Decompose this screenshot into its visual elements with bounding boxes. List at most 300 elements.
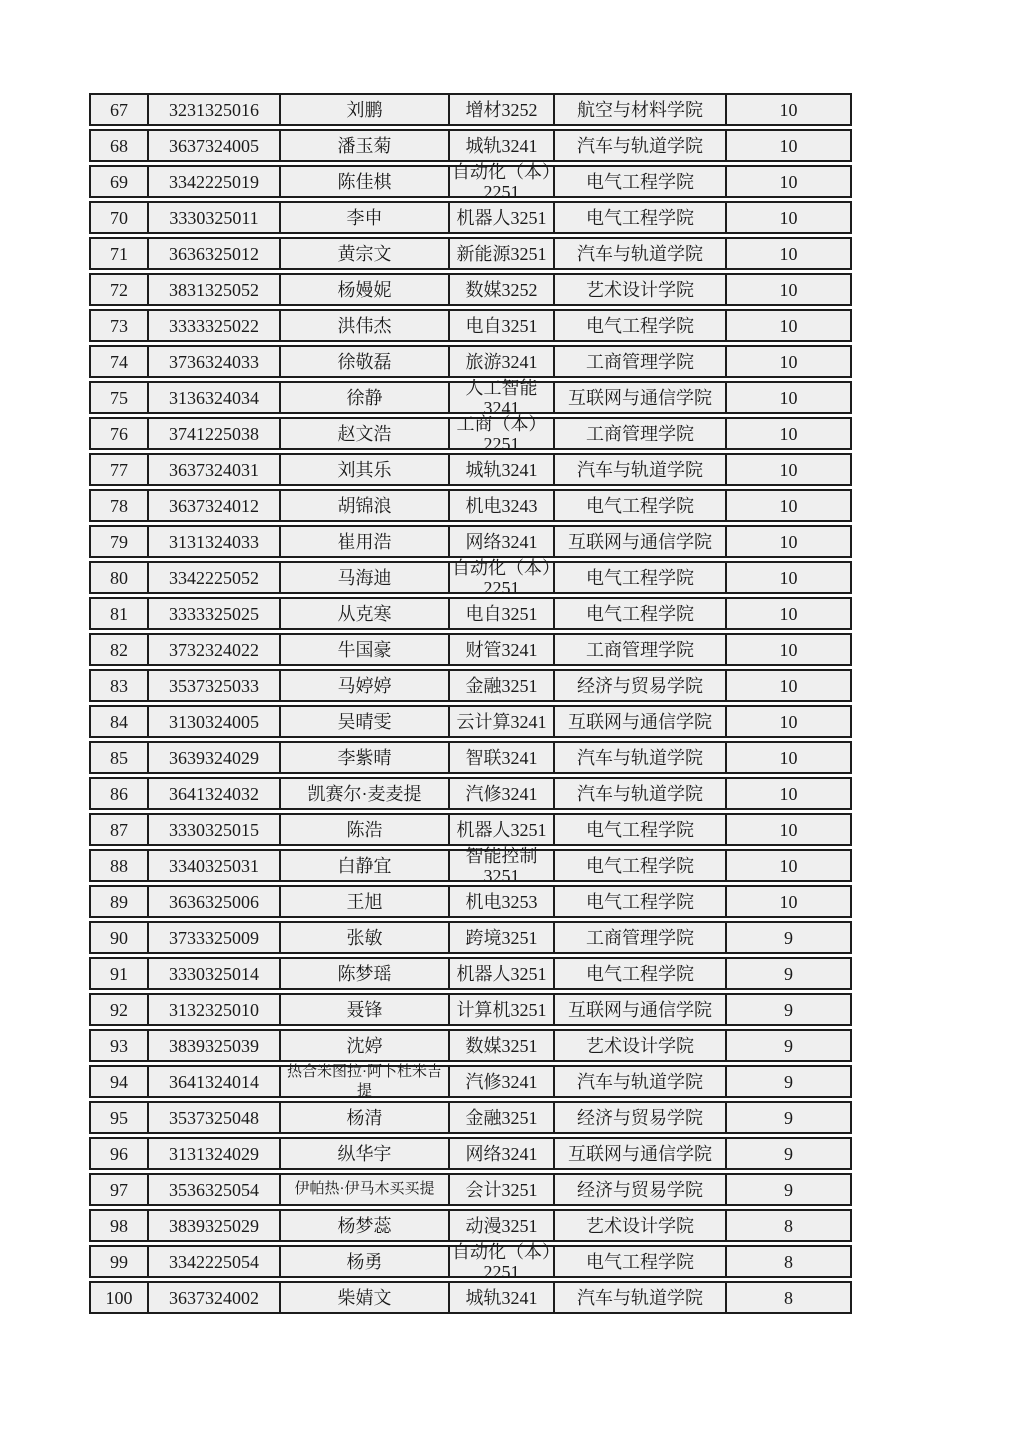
college-cell-text: 电气工程学院 (586, 495, 694, 516)
rank-cell (89, 993, 149, 1026)
class-cell (450, 161, 555, 202)
class-cell-text: 计算机3251 (456, 999, 547, 1020)
name-cell-text: 杨梦蕊 (337, 1215, 392, 1236)
name-cell-text: 白静宜 (337, 855, 392, 876)
table-row (89, 669, 852, 702)
student-id-cell (149, 381, 281, 414)
class-cell-text: 云计算3241 (456, 711, 547, 732)
college-cell (555, 525, 727, 558)
name-cell (281, 633, 450, 666)
student-id-cell (149, 1281, 281, 1314)
student-id-cell-text: 3131324029 (169, 1143, 259, 1164)
score-cell-text: 10 (779, 747, 798, 768)
name-cell (281, 921, 450, 954)
rank-cell-text: 67 (110, 99, 128, 120)
table-row (89, 561, 852, 594)
class-cell (450, 309, 555, 342)
student-id-cell (149, 273, 281, 306)
name-cell-text: 黄宗文 (337, 243, 392, 264)
name-cell-text: 从克寒 (337, 603, 392, 624)
score-cell-text: 8 (784, 1215, 793, 1236)
table-row (89, 381, 852, 414)
college-cell-text: 电气工程学院 (586, 891, 694, 912)
student-id-cell-text: 3639324029 (169, 747, 259, 768)
college-cell-text: 电气工程学院 (586, 567, 694, 588)
student-id-cell-text: 3839325039 (169, 1035, 259, 1056)
score-cell-text: 10 (779, 243, 798, 264)
name-cell-text: 吴晴雯 (337, 711, 392, 732)
name-cell (281, 1137, 450, 1170)
table-row (89, 237, 852, 270)
college-cell-text: 电气工程学院 (586, 855, 694, 876)
class-cell-text: 机电3243 (465, 495, 538, 516)
college-cell (555, 957, 727, 990)
college-cell-text: 电气工程学院 (586, 819, 694, 840)
score-cell-text: 10 (779, 279, 798, 300)
student-id-cell-text: 3637324031 (169, 459, 259, 480)
rank-cell (89, 1173, 149, 1206)
score-cell (727, 381, 852, 414)
score-cell-text: 9 (784, 999, 793, 1020)
score-cell-text: 10 (779, 315, 798, 336)
college-cell-text: 工商管理学院 (586, 351, 694, 372)
rank-cell (89, 1029, 149, 1062)
student-id-cell (149, 309, 281, 342)
score-cell (727, 93, 852, 126)
student-id-cell-text: 3636325012 (169, 243, 259, 264)
student-id-cell-text: 3537325048 (169, 1107, 259, 1128)
name-cell (281, 1065, 450, 1098)
score-cell (727, 273, 852, 306)
class-cell-text: 智能控制3251 (465, 845, 538, 886)
score-cell (727, 201, 852, 234)
table-row (89, 93, 852, 126)
score-cell-text: 10 (779, 639, 798, 660)
class-cell (450, 777, 555, 810)
name-cell (281, 849, 450, 882)
name-cell-text: 陈梦瑶 (337, 963, 392, 984)
score-cell (727, 345, 852, 378)
rank-cell (89, 1281, 149, 1314)
class-cell-text: 数媒3252 (465, 279, 538, 300)
rank-cell-text: 81 (110, 603, 128, 624)
college-cell-text: 电气工程学院 (586, 171, 694, 192)
student-id-cell (149, 453, 281, 486)
class-cell (450, 413, 555, 454)
class-cell-text: 工商（本）2251 (456, 413, 547, 454)
college-cell (555, 993, 727, 1026)
college-cell-text: 互联网与通信学院 (568, 531, 712, 552)
name-cell (281, 417, 450, 450)
rank-cell-text: 92 (110, 999, 128, 1020)
college-cell (555, 453, 727, 486)
score-cell-text: 9 (784, 1035, 793, 1056)
class-cell (450, 273, 555, 306)
name-cell (281, 1281, 450, 1314)
rank-cell-text: 84 (110, 711, 128, 732)
name-cell (281, 165, 450, 198)
college-cell (555, 1029, 727, 1062)
student-id-cell (149, 345, 281, 378)
score-cell (727, 1101, 852, 1134)
class-cell-text: 旅游3241 (465, 351, 538, 372)
name-cell-text: 崔用浩 (337, 531, 392, 552)
student-id-cell (149, 237, 281, 270)
score-cell (727, 237, 852, 270)
class-cell (450, 237, 555, 270)
score-cell-text: 10 (779, 351, 798, 372)
table-row (89, 1101, 852, 1134)
score-cell (727, 129, 852, 162)
name-cell-text: 张敏 (346, 927, 383, 948)
student-id-cell (149, 201, 281, 234)
class-cell-text: 自动化（本）2251 (452, 557, 551, 598)
college-cell-text: 汽车与轨道学院 (577, 1071, 703, 1092)
college-cell (555, 1101, 727, 1134)
rank-cell-text: 80 (110, 567, 128, 588)
name-cell (281, 1173, 450, 1206)
name-cell (281, 561, 450, 594)
college-cell-text: 汽车与轨道学院 (577, 747, 703, 768)
score-cell-text: 9 (784, 1071, 793, 1092)
student-id-cell-text: 3733325009 (169, 927, 259, 948)
rank-cell-text: 71 (110, 243, 128, 264)
student-id-cell (149, 921, 281, 954)
college-cell (555, 669, 727, 702)
rank-cell-text: 75 (110, 387, 128, 408)
score-cell-text: 10 (779, 855, 798, 876)
student-id-cell-text: 3342225019 (169, 171, 259, 192)
name-cell (281, 993, 450, 1026)
college-cell (555, 1137, 727, 1170)
class-cell (450, 525, 555, 558)
name-cell (281, 237, 450, 270)
score-cell (727, 417, 852, 450)
score-cell-text: 10 (779, 603, 798, 624)
rank-cell-text: 89 (110, 891, 128, 912)
table-row (89, 309, 852, 342)
name-cell (281, 1101, 450, 1134)
student-id-cell-text: 3340325031 (169, 855, 259, 876)
score-cell (727, 741, 852, 774)
score-cell (727, 1065, 852, 1098)
class-cell (450, 557, 555, 598)
student-id-cell-text: 3330325015 (169, 819, 259, 840)
score-cell (727, 561, 852, 594)
score-cell-text: 10 (779, 459, 798, 480)
rank-cell-text: 87 (110, 819, 128, 840)
rank-cell-text: 72 (110, 279, 128, 300)
class-cell (450, 705, 555, 738)
college-cell-text: 汽车与轨道学院 (577, 459, 703, 480)
name-cell (281, 705, 450, 738)
rank-cell (89, 1065, 149, 1098)
college-cell-text: 经济与贸易学院 (577, 675, 703, 696)
student-id-cell (149, 1137, 281, 1170)
score-cell (727, 597, 852, 630)
college-cell-text: 汽车与轨道学院 (577, 1287, 703, 1308)
college-cell (555, 93, 727, 126)
class-cell (450, 845, 555, 886)
rank-cell (89, 129, 149, 162)
rank-cell (89, 921, 149, 954)
student-id-cell-text: 3839325029 (169, 1215, 259, 1236)
score-cell (727, 1281, 852, 1314)
college-cell (555, 849, 727, 882)
class-cell-text: 数媒3251 (465, 1035, 538, 1056)
table-row (89, 921, 852, 954)
name-cell-text: 李申 (346, 207, 383, 228)
score-cell (727, 1029, 852, 1062)
score-cell-text: 9 (784, 1143, 793, 1164)
college-cell (555, 561, 727, 594)
table-row (89, 849, 852, 882)
score-cell-text: 9 (784, 1179, 793, 1200)
rank-cell-text: 94 (110, 1071, 128, 1092)
score-cell-text: 10 (779, 423, 798, 444)
table-row (89, 1173, 852, 1206)
class-cell-text: 会计3251 (465, 1179, 538, 1200)
college-cell (555, 597, 727, 630)
table-row (89, 633, 852, 666)
student-id-cell-text: 3536325054 (169, 1179, 259, 1200)
class-cell (450, 129, 555, 162)
name-cell (281, 489, 450, 522)
score-cell (727, 777, 852, 810)
class-cell (450, 1281, 555, 1314)
college-cell (555, 633, 727, 666)
student-id-cell (149, 1209, 281, 1242)
class-cell (450, 741, 555, 774)
table-row (89, 489, 852, 522)
college-cell (555, 1209, 727, 1242)
name-cell (281, 1209, 450, 1242)
score-cell-text: 10 (779, 495, 798, 516)
name-cell-text: 刘鹏 (346, 99, 383, 120)
name-cell (281, 93, 450, 126)
student-id-cell (149, 705, 281, 738)
score-cell (727, 165, 852, 198)
name-cell (281, 381, 450, 414)
table-row (89, 597, 852, 630)
class-cell (450, 453, 555, 486)
rank-cell (89, 849, 149, 882)
name-cell (281, 957, 450, 990)
table-row (89, 777, 852, 810)
table-row (89, 525, 852, 558)
college-cell-text: 航空与材料学院 (577, 99, 703, 120)
student-id-cell-text: 3736324033 (169, 351, 259, 372)
college-cell (555, 921, 727, 954)
class-cell (450, 201, 555, 234)
table-row (89, 1065, 852, 1098)
table-row (89, 1245, 852, 1278)
table-row (89, 705, 852, 738)
college-cell (555, 417, 727, 450)
college-cell (555, 273, 727, 306)
student-id-cell (149, 741, 281, 774)
student-id-cell-text: 3132325010 (169, 999, 259, 1020)
score-cell-text: 10 (779, 207, 798, 228)
student-id-cell (149, 633, 281, 666)
name-cell-text: 李紫晴 (337, 747, 392, 768)
college-cell (555, 1281, 727, 1314)
rank-cell (89, 813, 149, 846)
student-id-cell-text: 3333325022 (169, 315, 259, 336)
score-cell (727, 453, 852, 486)
name-cell-text: 纵华宇 (337, 1143, 392, 1164)
rank-cell-text: 79 (110, 531, 128, 552)
student-id-cell (149, 1029, 281, 1062)
class-cell (450, 1137, 555, 1170)
college-cell (555, 381, 727, 414)
student-id-cell-text: 3637324002 (169, 1287, 259, 1308)
class-cell (450, 93, 555, 126)
name-cell-text: 沈婷 (346, 1035, 383, 1056)
rank-cell-text: 69 (110, 171, 128, 192)
college-cell-text: 工商管理学院 (586, 423, 694, 444)
class-cell-text: 跨境3251 (465, 927, 538, 948)
rank-cell (89, 1137, 149, 1170)
score-cell-text: 9 (784, 1107, 793, 1128)
college-cell-text: 电气工程学院 (586, 963, 694, 984)
rank-cell-text: 95 (110, 1107, 128, 1128)
class-cell (450, 1209, 555, 1242)
score-cell (727, 849, 852, 882)
rank-cell-text: 85 (110, 747, 128, 768)
rank-cell (89, 1101, 149, 1134)
class-cell (450, 345, 555, 378)
rank-cell (89, 705, 149, 738)
score-table (89, 90, 852, 1317)
student-id-cell (149, 777, 281, 810)
class-cell-text: 网络3241 (465, 531, 538, 552)
name-cell-text: 徐静 (346, 387, 383, 408)
rank-cell-text: 86 (110, 783, 128, 804)
college-cell (555, 1173, 727, 1206)
score-cell-text: 10 (779, 675, 798, 696)
table-row (89, 1281, 852, 1314)
name-cell-text: 凯赛尔·麦麦提 (307, 783, 422, 804)
name-cell (281, 201, 450, 234)
name-cell-text: 杨嫚妮 (337, 279, 392, 300)
table-row (89, 1209, 852, 1242)
student-id-cell (149, 849, 281, 882)
class-cell (450, 597, 555, 630)
score-cell (727, 525, 852, 558)
name-cell (281, 453, 450, 486)
college-cell-text: 经济与贸易学院 (577, 1179, 703, 1200)
college-cell-text: 互联网与通信学院 (568, 999, 712, 1020)
score-cell-text: 10 (779, 171, 798, 192)
student-id-cell (149, 129, 281, 162)
rank-cell (89, 381, 149, 414)
table-row (89, 993, 852, 1026)
name-cell (281, 669, 450, 702)
college-cell-text: 互联网与通信学院 (568, 711, 712, 732)
table-row (89, 741, 852, 774)
score-cell (727, 921, 852, 954)
name-cell-text: 陈浩 (346, 819, 383, 840)
name-cell-text: 王旭 (346, 891, 383, 912)
college-cell-text: 电气工程学院 (586, 207, 694, 228)
name-cell (281, 1245, 450, 1278)
score-cell-text: 8 (784, 1287, 793, 1308)
score-cell (727, 705, 852, 738)
class-cell (450, 1173, 555, 1206)
student-id-cell-text: 3130324005 (169, 711, 259, 732)
name-cell (281, 597, 450, 630)
table-row (89, 957, 852, 990)
score-cell-text: 10 (779, 819, 798, 840)
student-id-cell-text: 3741225038 (169, 423, 259, 444)
student-id-cell-text: 3637324012 (169, 495, 259, 516)
college-cell-text: 互联网与通信学院 (568, 1143, 712, 1164)
score-cell (727, 885, 852, 918)
class-cell-text: 汽修3241 (465, 783, 538, 804)
rank-cell (89, 165, 149, 198)
name-cell-text: 马海迪 (337, 567, 392, 588)
rank-cell (89, 417, 149, 450)
score-cell (727, 489, 852, 522)
class-cell (450, 1241, 555, 1282)
student-id-cell (149, 417, 281, 450)
student-id-cell-text: 3831325052 (169, 279, 259, 300)
table-row (89, 885, 852, 918)
name-cell (281, 741, 450, 774)
score-cell (727, 309, 852, 342)
class-cell (450, 489, 555, 522)
rank-cell (89, 237, 149, 270)
rank-cell-text: 70 (110, 207, 128, 228)
rank-cell (89, 1209, 149, 1242)
college-cell (555, 813, 727, 846)
class-cell-text: 动漫3251 (465, 1215, 538, 1236)
score-cell (727, 957, 852, 990)
score-cell (727, 813, 852, 846)
table-row (89, 813, 852, 846)
table-body (89, 93, 852, 1314)
college-cell-text: 艺术设计学院 (586, 279, 694, 300)
class-cell-text: 智联3241 (465, 747, 538, 768)
class-cell-text: 自动化（本）2251 (452, 161, 551, 202)
rank-cell (89, 273, 149, 306)
student-id-cell-text: 3136324034 (169, 387, 259, 408)
class-cell (450, 377, 555, 418)
student-id-cell (149, 1173, 281, 1206)
score-cell-text: 10 (779, 99, 798, 120)
student-id-cell (149, 489, 281, 522)
rank-cell (89, 345, 149, 378)
name-cell-text: 伊帕热·伊马木买买提 (294, 1181, 435, 1197)
score-cell (727, 993, 852, 1026)
name-cell (281, 273, 450, 306)
student-id-cell-text: 3342225052 (169, 567, 259, 588)
college-cell (555, 777, 727, 810)
class-cell (450, 993, 555, 1026)
rank-cell-text: 96 (110, 1143, 128, 1164)
name-cell (281, 1029, 450, 1062)
name-cell-text: 赵文浩 (337, 423, 392, 444)
score-cell-text: 10 (779, 711, 798, 732)
table-row (89, 129, 852, 162)
table-row (89, 1137, 852, 1170)
student-id-cell-text: 3330325011 (169, 207, 259, 228)
student-id-cell-text: 3732324022 (169, 639, 259, 660)
student-id-cell (149, 1245, 281, 1278)
student-id-cell-text: 3131324033 (169, 531, 259, 552)
college-cell (555, 705, 727, 738)
